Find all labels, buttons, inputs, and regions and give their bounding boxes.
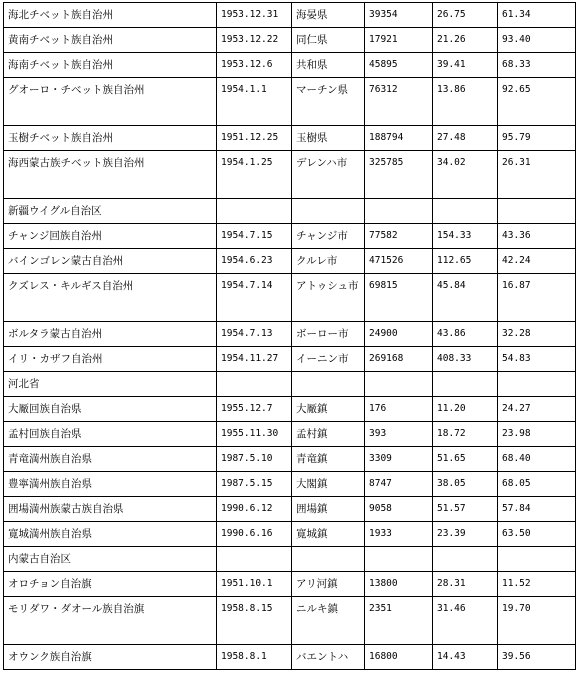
established-date-cell: 1951.12.25	[217, 126, 292, 151]
category-row	[4, 372, 576, 397]
population-cell: 8747	[365, 472, 433, 497]
area-cell: 21.26	[433, 28, 498, 53]
population-cell: 188794	[365, 126, 433, 151]
area-cell: 18.72	[433, 422, 498, 447]
established-date-cell: 1987.5.10	[217, 447, 292, 472]
established-date-cell: 1953.12.22	[217, 28, 292, 53]
ratio-cell: 68.33	[498, 53, 576, 78]
empty-cell	[365, 199, 433, 224]
region-name-cell: バインゴレン蒙古自治州	[4, 249, 217, 274]
empty-cell	[365, 547, 433, 572]
established-date-cell: 1954.7.15	[217, 224, 292, 249]
area-cell: 38.05	[433, 472, 498, 497]
established-date-cell: 1990.6.16	[217, 522, 292, 547]
region-name-cell: クズレス・キルギス自治州	[4, 274, 217, 322]
region-name-cell: 海南チベット族自治州	[4, 53, 217, 78]
table-row	[4, 397, 576, 422]
established-date-cell: 1954.6.23	[217, 249, 292, 274]
capital-cell: マーチン県	[292, 78, 365, 126]
table-row	[4, 645, 576, 670]
area-cell: 408.33	[433, 347, 498, 372]
population-cell: 24900	[365, 322, 433, 347]
area-cell: 112.65	[433, 249, 498, 274]
capital-cell: 大厰鎮	[292, 397, 365, 422]
capital-cell: 玉樹県	[292, 126, 365, 151]
region-name-cell: 内蒙古自治区	[4, 547, 217, 572]
region-name-cell: 孟村回族自治県	[4, 422, 217, 447]
ratio-cell: 19.70	[498, 597, 576, 645]
population-cell: 1933	[365, 522, 433, 547]
table-row	[4, 422, 576, 447]
capital-cell: 青竜鎮	[292, 447, 365, 472]
ratio-cell: 16.87	[498, 274, 576, 322]
table-row	[4, 274, 576, 322]
category-row	[4, 199, 576, 224]
area-cell: 26.75	[433, 3, 498, 28]
region-name-cell: イリ・カザフ自治州	[4, 347, 217, 372]
population-cell: 9058	[365, 497, 433, 522]
table-row	[4, 447, 576, 472]
established-date-cell: 1955.11.30	[217, 422, 292, 447]
established-date-cell: 1990.6.12	[217, 497, 292, 522]
area-cell: 11.20	[433, 397, 498, 422]
ratio-cell: 68.05	[498, 472, 576, 497]
ratio-cell: 43.36	[498, 224, 576, 249]
table-row	[4, 126, 576, 151]
region-name-cell: オロチョン自治旗	[4, 572, 217, 597]
region-name-cell: 豊寧満州族自治県	[4, 472, 217, 497]
capital-cell: バエントハ	[292, 645, 365, 670]
table-row	[4, 572, 576, 597]
established-date-cell: 1954.7.13	[217, 322, 292, 347]
table-row	[4, 224, 576, 249]
ratio-cell: 23.98	[498, 422, 576, 447]
region-name-cell: オウンク族自治旗	[4, 645, 217, 670]
capital-cell: アリ河鎮	[292, 572, 365, 597]
established-date-cell: 1954.11.27	[217, 347, 292, 372]
population-cell: 45895	[365, 53, 433, 78]
area-cell: 23.39	[433, 522, 498, 547]
area-cell: 13.86	[433, 78, 498, 126]
region-name-cell: 玉樹チベット族自治州	[4, 126, 217, 151]
population-cell: 13800	[365, 572, 433, 597]
capital-cell: アトゥシュ市	[292, 274, 365, 322]
region-name-cell: 黄南チベット族自治州	[4, 28, 217, 53]
capital-cell: 共和県	[292, 53, 365, 78]
region-name-cell: グオーロ・チベット族自治州	[4, 78, 217, 126]
autonomous-regions-table	[3, 2, 576, 670]
empty-cell	[217, 372, 292, 397]
empty-cell	[433, 372, 498, 397]
empty-cell	[433, 199, 498, 224]
region-name-cell: 寛城満州族自治県	[4, 522, 217, 547]
population-cell: 17921	[365, 28, 433, 53]
population-cell: 76312	[365, 78, 433, 126]
capital-cell: クルレ市	[292, 249, 365, 274]
capital-cell: チャンジ市	[292, 224, 365, 249]
area-cell: 27.48	[433, 126, 498, 151]
table-row	[4, 3, 576, 28]
table-row	[4, 151, 576, 199]
empty-cell	[498, 199, 576, 224]
ratio-cell: 92.65	[498, 78, 576, 126]
table-row	[4, 28, 576, 53]
table-row	[4, 472, 576, 497]
region-name-cell: モリダワ・ダオール族自治旗	[4, 597, 217, 645]
established-date-cell: 1955.12.7	[217, 397, 292, 422]
area-cell: 14.43	[433, 645, 498, 670]
ratio-cell: 57.84	[498, 497, 576, 522]
ratio-cell: 26.31	[498, 151, 576, 199]
capital-cell: 囲場鎮	[292, 497, 365, 522]
region-name-cell: 囲場満州族蒙古族自治県	[4, 497, 217, 522]
ratio-cell: 39.56	[498, 645, 576, 670]
region-name-cell: 海北チベット族自治州	[4, 3, 217, 28]
capital-cell: 同仁県	[292, 28, 365, 53]
empty-cell	[217, 199, 292, 224]
table-row	[4, 78, 576, 126]
region-name-cell: 海西蒙古族チベット族自治州	[4, 151, 217, 199]
empty-cell	[498, 372, 576, 397]
population-cell: 16800	[365, 645, 433, 670]
population-cell: 269168	[365, 347, 433, 372]
empty-cell	[292, 372, 365, 397]
ratio-cell: 54.83	[498, 347, 576, 372]
population-cell: 471526	[365, 249, 433, 274]
empty-cell	[498, 547, 576, 572]
area-cell: 31.46	[433, 597, 498, 645]
empty-cell	[292, 199, 365, 224]
ratio-cell: 42.24	[498, 249, 576, 274]
population-cell: 2351	[365, 597, 433, 645]
capital-cell: デレンハ市	[292, 151, 365, 199]
area-cell: 45.84	[433, 274, 498, 322]
empty-cell	[365, 372, 433, 397]
empty-cell	[433, 547, 498, 572]
population-cell: 393	[365, 422, 433, 447]
region-name-cell: 青竜満州族自治県	[4, 447, 217, 472]
area-cell: 51.57	[433, 497, 498, 522]
table-row	[4, 347, 576, 372]
region-name-cell: ボルタラ蒙古自治州	[4, 322, 217, 347]
population-cell: 77582	[365, 224, 433, 249]
capital-cell: 大閣鎮	[292, 472, 365, 497]
table-body	[4, 3, 576, 670]
population-cell: 176	[365, 397, 433, 422]
capital-cell: ボーロー市	[292, 322, 365, 347]
established-date-cell: 1954.7.14	[217, 274, 292, 322]
region-name-cell: 大厰回族自治県	[4, 397, 217, 422]
ratio-cell: 32.28	[498, 322, 576, 347]
capital-cell: 海晏県	[292, 3, 365, 28]
empty-cell	[217, 547, 292, 572]
region-name-cell: チャンジ回族自治州	[4, 224, 217, 249]
region-name-cell: 新疆ウイグル自治区	[4, 199, 217, 224]
population-cell: 39354	[365, 3, 433, 28]
table-row	[4, 53, 576, 78]
category-row	[4, 547, 576, 572]
established-date-cell: 1954.1.1	[217, 78, 292, 126]
ratio-cell: 61.34	[498, 3, 576, 28]
ratio-cell: 11.52	[498, 572, 576, 597]
ratio-cell: 68.40	[498, 447, 576, 472]
population-cell: 325785	[365, 151, 433, 199]
area-cell: 34.02	[433, 151, 498, 199]
population-cell: 3309	[365, 447, 433, 472]
table-row	[4, 497, 576, 522]
ratio-cell: 93.40	[498, 28, 576, 53]
ratio-cell: 24.27	[498, 397, 576, 422]
population-cell: 69815	[365, 274, 433, 322]
capital-cell: 寛城鎮	[292, 522, 365, 547]
empty-cell	[292, 547, 365, 572]
area-cell: 154.33	[433, 224, 498, 249]
area-cell: 51.65	[433, 447, 498, 472]
table-row	[4, 522, 576, 547]
established-date-cell: 1987.5.15	[217, 472, 292, 497]
established-date-cell: 1958.8.15	[217, 597, 292, 645]
capital-cell: イーニン市	[292, 347, 365, 372]
capital-cell: 孟村鎮	[292, 422, 365, 447]
area-cell: 39.41	[433, 53, 498, 78]
established-date-cell: 1953.12.6	[217, 53, 292, 78]
ratio-cell: 63.50	[498, 522, 576, 547]
ratio-cell: 95.79	[498, 126, 576, 151]
established-date-cell: 1954.1.25	[217, 151, 292, 199]
area-cell: 43.86	[433, 322, 498, 347]
established-date-cell: 1951.10.1	[217, 572, 292, 597]
area-cell: 28.31	[433, 572, 498, 597]
established-date-cell: 1958.8.1	[217, 645, 292, 670]
region-name-cell: 河北省	[4, 372, 217, 397]
table-row	[4, 597, 576, 645]
capital-cell: ニルキ鎮	[292, 597, 365, 645]
table-row	[4, 249, 576, 274]
table-row	[4, 322, 576, 347]
established-date-cell: 1953.12.31	[217, 3, 292, 28]
